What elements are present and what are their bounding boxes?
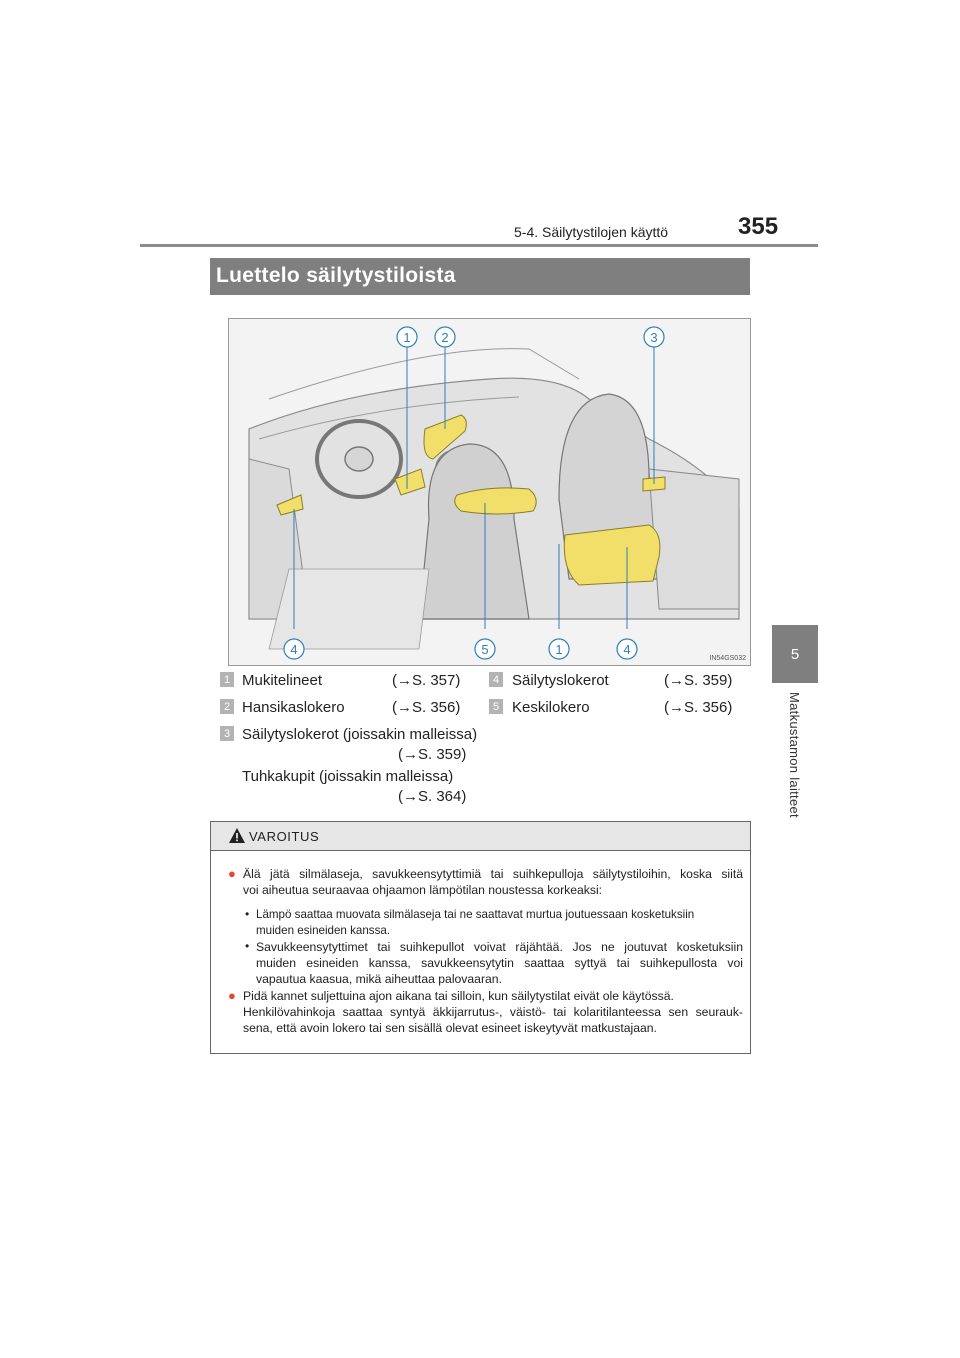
- item-ref-2: (→S. 356): [392, 699, 461, 716]
- warning-p1-line2: voi aiheutua seuraavaa ohjaamon lämpötilan noustessa korkeaksi:: [243, 883, 603, 897]
- figure-code: IN54GS032: [709, 655, 746, 662]
- callout-bottom-2: 5: [481, 642, 489, 657]
- interior-illustration: [228, 318, 751, 666]
- item-label-2: Hansikaslokero: [242, 699, 345, 716]
- warning-header: [211, 822, 750, 851]
- warning-p2-line3: sena, että avoin lokero tai sen sisällä olevat esineet iskeytyvät matkustajaan.: [243, 1021, 657, 1035]
- section-title: 5-4. Säilytystilojen käyttö: [514, 224, 669, 240]
- chapter-tab: [772, 625, 818, 683]
- warning-box: [210, 821, 751, 1054]
- sub-bullet-1: •: [245, 907, 250, 921]
- header-rule: [140, 244, 818, 247]
- item-ref-1: (→S. 357): [392, 672, 461, 689]
- section-heading-bar: [210, 258, 750, 295]
- section-heading: Luettelo säilytystiloista: [216, 264, 456, 287]
- bullet-2: ●: [228, 988, 236, 1003]
- item-label-4: Säilytyslokerot: [512, 672, 609, 689]
- item-number-2: 2: [220, 699, 234, 714]
- rear-armrest-highlight: [564, 525, 660, 585]
- item-ref-4: (→S. 359): [664, 672, 733, 689]
- callout-top-1: 1: [403, 330, 411, 345]
- warning-p2-line1: Pidä kannet suljettuina ajon aikana tai silloin, kun säilytystilat eivät ole käytössä.: [243, 989, 674, 1003]
- warning-s2-line1: Savukkeensytyttimet tai suihkepullot voivat räjähtää. Jos ne joutuvat kosketuksiin: [256, 940, 743, 954]
- chapter-number: 5: [790, 645, 800, 663]
- item-ref-3: (→S. 359): [398, 746, 467, 763]
- warning-s2-line2: muiden esineiden kanssa, savukkeensytytin saattaa syttyä tai suihkepullosta voi: [256, 956, 743, 970]
- bullet-1: ●: [228, 866, 236, 881]
- warning-s1-line2: muiden esineiden kanssa.: [256, 924, 391, 937]
- warning-title: VAROITUS: [249, 829, 320, 844]
- callout-bottom-4: 4: [623, 642, 631, 657]
- item-number-4: 4: [489, 672, 503, 687]
- item-label-3b: Tuhkakupit (joissakin malleissa): [242, 768, 454, 785]
- warning-p2-line2: Henkilövahinkoja saattaa syntyä äkkijarrutus-, väistö- tai kolaritilanteessa sen seurauk-: [243, 1005, 743, 1019]
- console-highlight: [455, 488, 536, 514]
- item-label-3: Säilytyslokerot (joissakin malleissa): [242, 726, 478, 743]
- warning-p1-line1: Älä jätä silmälaseja, savukkeensytyttimiä tai suihkepulloja säilytystiloihin, koska siitä: [243, 867, 743, 881]
- page-number: 355: [738, 213, 779, 240]
- item-number-1: 1: [220, 672, 234, 687]
- chapter-label: Matkustamon laitteet: [787, 692, 802, 818]
- item-number-5: 5: [489, 699, 503, 714]
- warning-s2-line3: vapautua kaasua, mikä aiheuttaa palovaaran.: [256, 972, 502, 986]
- item-number-3: 3: [220, 726, 234, 741]
- callout-top-2: 2: [441, 330, 449, 345]
- car-interior-drawing: [229, 319, 750, 665]
- callout-bottom-1: 4: [290, 642, 298, 657]
- callout-bottom-3: 1: [555, 642, 563, 657]
- item-label-5: Keskilokero: [512, 699, 590, 716]
- item-label-1: Mukitelineet: [242, 672, 323, 689]
- warning-s1-line1: Lämpö saattaa muovata silmälaseja tai ne saattavat murtua joutuessaan kosketuksiin: [256, 908, 695, 921]
- item-ref-5: (→S. 356): [664, 699, 733, 716]
- sub-bullet-2: •: [245, 939, 250, 953]
- item-ref-3b: (→S. 364): [398, 788, 467, 805]
- callout-top-3: 3: [650, 330, 658, 345]
- warning-triangle-icon: [229, 828, 245, 843]
